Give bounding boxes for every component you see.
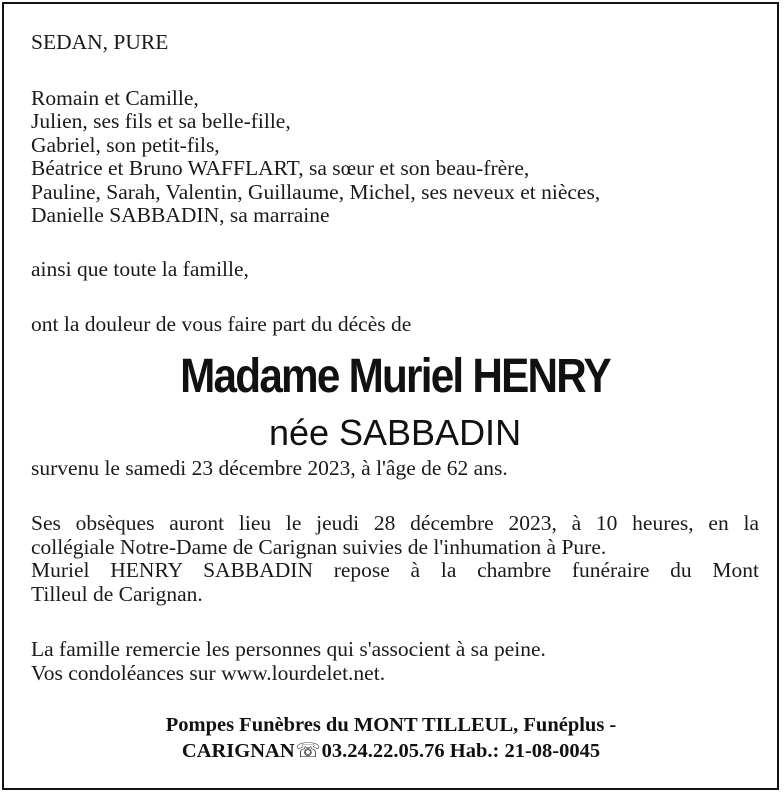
family-line: Béatrice et Bruno WAFFLART, sa sœur et son beau-frère, (31, 156, 530, 180)
license-number: Hab.: 21-08-0045 (449, 740, 601, 762)
thanks-line: Vos condoléances sur www.lourdelet.net. (31, 660, 386, 685)
funeral-paragraph (31, 512, 759, 606)
funeral-home-footer (31, 712, 751, 764)
funeral-home-name: Pompes Funèbres du MONT TILLEUL, Funéplus - (165, 714, 617, 736)
family-line: Gabriel, son petit-fils, (31, 132, 220, 157)
phone-number: 03.24.22.05.76 (321, 740, 445, 762)
family-line: Julien, ses fils et sa belle-fille, (31, 109, 291, 133)
funeral-home-contact (31, 738, 751, 764)
family-line: Pauline, Sarah, Valentin, Guillaume, Michel, ses neveux et nièces, (31, 179, 601, 204)
funeral-line: Muriel HENRY SABBADIN repose à la chambre funéraire du Mont (31, 558, 759, 582)
thanks-line: La famille remercie les personnes qui s'associent à sa peine. (31, 637, 546, 661)
phone-icon: ☏ (295, 740, 321, 762)
deceased-name: Madame Muriel HENRY (180, 349, 610, 403)
announcement: ont la douleur de vous faire part du décès de (31, 312, 412, 336)
funeral-line: collégiale Notre-Dame de Carignan suivies de l'inhumation à Pure. (31, 534, 607, 559)
location: SEDAN, PURE (31, 30, 169, 54)
family-list (31, 87, 759, 228)
funeral-home-city: CARIGNAN (181, 740, 295, 762)
funeral-line: Ses obsèques auront lieu le jeudi 28 décembre 2023, à 10 heures, en la (31, 511, 759, 535)
funeral-line: Tilleul de Carignan. (31, 581, 203, 606)
maiden-name: née SABBADIN (268, 411, 522, 453)
family-line: Danielle SABBADIN, sa marraine (31, 203, 330, 227)
whole-family: ainsi que toute la famille, (31, 256, 249, 281)
family-line: Romain et Camille, (31, 85, 199, 110)
death-info: survenu le samedi 23 décembre 2023, à l'âge de 62 ans. (31, 455, 508, 480)
obituary-body (31, 31, 759, 685)
thanks-paragraph (31, 638, 759, 685)
